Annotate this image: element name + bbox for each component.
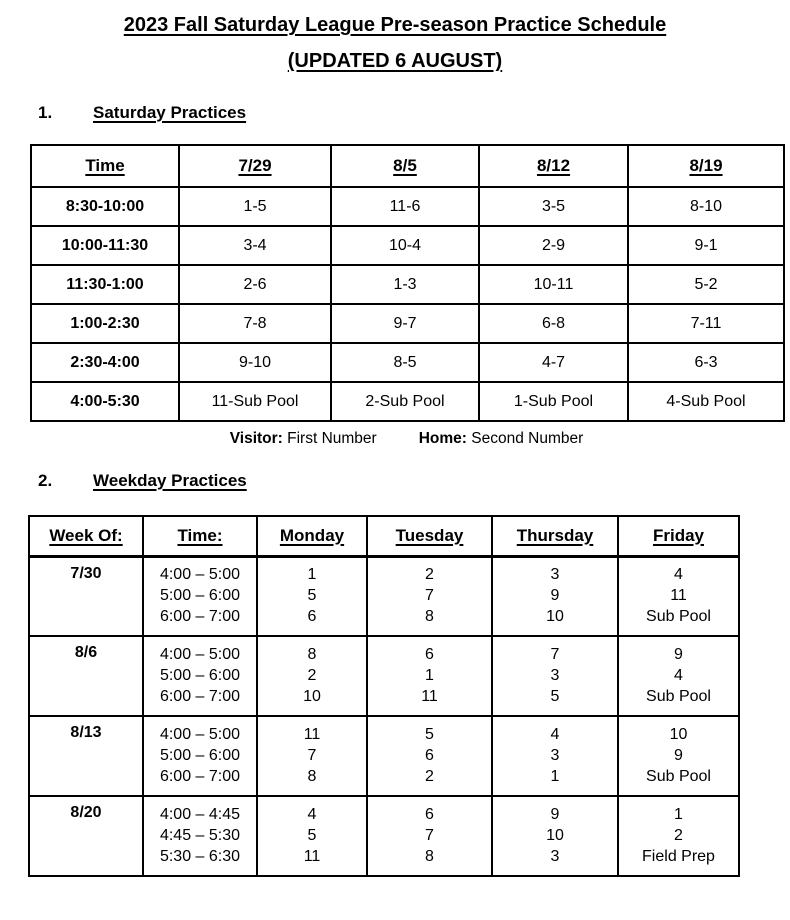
col-header-day: Friday <box>618 516 739 556</box>
time-cell: 10:00-11:30 <box>31 226 179 265</box>
time-cell: 2:30-4:00 <box>31 343 179 382</box>
team-number: 9 <box>674 746 683 764</box>
col-header-date: 8/19 <box>628 145 784 187</box>
slot-time: 5:30 – 6:30 <box>159 847 241 865</box>
document-title <box>0 0 790 76</box>
slot-time: 5:00 – 6:00 <box>159 666 241 684</box>
team-number: 11 <box>303 847 321 865</box>
week-cell: 8/13 <box>29 716 143 796</box>
matchup-cell: 9-10 <box>179 343 331 382</box>
col-header-week-of: Week Of: <box>29 516 143 556</box>
matchup-cell: 1-5 <box>179 187 331 226</box>
section-number: 2. <box>38 471 53 490</box>
section-label: Weekday Practices <box>93 471 247 490</box>
team-number: 1 <box>307 565 317 583</box>
monday-cell <box>257 796 367 876</box>
team-number: 6 <box>425 645 434 663</box>
slot-times-cell <box>143 716 257 796</box>
time-cell: 11:30-1:00 <box>31 265 179 304</box>
saturday-practices-table <box>30 144 785 422</box>
team-number: 5 <box>550 687 560 705</box>
matchup-cell: 9-1 <box>628 226 784 265</box>
team-number: 10 <box>303 687 321 705</box>
team-number: 10 <box>546 607 564 625</box>
visitor-note <box>230 429 377 449</box>
col-header-time: Time <box>31 145 179 187</box>
table-row <box>29 636 739 716</box>
team-number: 9 <box>674 645 683 663</box>
matchup-cell: 3-5 <box>479 187 628 226</box>
matchup-cell: 3-4 <box>179 226 331 265</box>
matchup-cell: 2-9 <box>479 226 628 265</box>
home-label: Home: <box>418 430 467 447</box>
team-number: 7 <box>550 645 560 663</box>
thursday-cell <box>492 716 618 796</box>
team-number: 11 <box>670 586 687 604</box>
thursday-cell <box>492 556 618 636</box>
team-number: 10 <box>669 725 688 743</box>
team-number: 5 <box>425 725 434 743</box>
matchup-cell: 2-Sub Pool <box>331 382 479 421</box>
matchup-cell: 7-11 <box>628 304 784 343</box>
team-number: 6 <box>425 746 434 764</box>
slot-time: 4:45 – 5:30 <box>159 826 241 844</box>
thursday-cell <box>492 796 618 876</box>
team-number: 10 <box>546 826 564 844</box>
slot-time: 6:00 – 7:00 <box>159 687 241 705</box>
team-number: 5 <box>307 826 317 844</box>
slot-times-cell <box>143 796 257 876</box>
team-number: 11 <box>303 725 321 743</box>
visitor-text: First Number <box>282 430 377 447</box>
home-note <box>419 429 584 449</box>
slot-time: 6:00 – 7:00 <box>159 607 241 625</box>
table-row <box>29 556 739 636</box>
monday-cell <box>257 556 367 636</box>
team-number: 3 <box>550 746 560 764</box>
visitor-label: Visitor: <box>229 430 283 447</box>
team-number: Sub Pool <box>646 607 711 625</box>
table-row <box>29 796 739 876</box>
team-number: 4 <box>307 805 317 823</box>
team-number: 2 <box>425 565 434 583</box>
matchup-cell: 6-3 <box>628 343 784 382</box>
col-header-day: Thursday <box>492 516 618 556</box>
team-number: 4 <box>550 725 560 743</box>
home-text: Second Number <box>466 430 584 447</box>
matchup-cell: 1-3 <box>331 265 479 304</box>
time-cell: 4:00-5:30 <box>31 382 179 421</box>
team-number: 7 <box>425 586 434 604</box>
matchup-cell: 5-2 <box>628 265 784 304</box>
col-header-date: 8/5 <box>331 145 479 187</box>
time-cell: 8:30-10:00 <box>31 187 179 226</box>
slot-time: 4:00 – 5:00 <box>159 565 241 583</box>
table-row <box>31 304 784 343</box>
matchup-cell: 10-4 <box>331 226 479 265</box>
tuesday-cell <box>367 716 492 796</box>
table-row <box>31 226 784 265</box>
col-header-day: Monday <box>257 516 367 556</box>
team-number: 5 <box>307 586 317 604</box>
team-number: 4 <box>674 565 683 583</box>
table-row <box>31 382 784 421</box>
slot-time: 6:00 – 7:00 <box>159 767 241 785</box>
weekday-header-row <box>29 516 739 556</box>
matchup-cell: 4-7 <box>479 343 628 382</box>
matchup-cell: 11-Sub Pool <box>179 382 331 421</box>
table-row <box>31 187 784 226</box>
slot-times-cell <box>143 636 257 716</box>
weekday-practices-table <box>28 515 740 877</box>
slot-time: 4:00 – 4:45 <box>159 805 241 823</box>
table-row <box>29 716 739 796</box>
friday-cell <box>618 556 739 636</box>
title-line-1: 2023 Fall Saturday League Pre-season Practice Schedule <box>123 14 667 36</box>
tuesday-cell <box>367 556 492 636</box>
matchup-cell: 1-Sub Pool <box>479 382 628 421</box>
slot-time: 5:00 – 6:00 <box>159 586 241 604</box>
legend-note <box>30 429 783 449</box>
col-header-time: Time: <box>143 516 257 556</box>
team-number: 1 <box>550 767 560 785</box>
matchup-cell: 8-10 <box>628 187 784 226</box>
monday-cell <box>257 716 367 796</box>
table-row <box>31 265 784 304</box>
team-number: 8 <box>307 767 317 785</box>
team-number: 3 <box>550 565 560 583</box>
table-row <box>31 343 784 382</box>
team-number: 11 <box>421 687 438 705</box>
time-cell: 1:00-2:30 <box>31 304 179 343</box>
section-heading-saturday <box>0 102 790 124</box>
slot-time: 4:00 – 5:00 <box>159 645 241 663</box>
friday-cell <box>618 796 739 876</box>
team-number: 3 <box>550 847 560 865</box>
tuesday-cell <box>367 796 492 876</box>
matchup-cell: 7-8 <box>179 304 331 343</box>
team-number: 2 <box>674 826 683 844</box>
section-label: Saturday Practices <box>93 103 247 122</box>
team-number: 1 <box>674 805 683 823</box>
matchup-cell: 8-5 <box>331 343 479 382</box>
col-header-day: Tuesday <box>367 516 492 556</box>
friday-cell <box>618 636 739 716</box>
col-header-date: 8/12 <box>479 145 628 187</box>
slot-time: 5:00 – 6:00 <box>159 746 241 764</box>
team-number: 6 <box>425 805 434 823</box>
matchup-cell: 9-7 <box>331 304 479 343</box>
team-number: 7 <box>307 746 317 764</box>
team-number: Field Prep <box>642 847 715 865</box>
team-number: 8 <box>425 847 434 865</box>
team-number: 6 <box>307 607 317 625</box>
team-number: 4 <box>674 666 683 684</box>
team-number: 1 <box>425 666 434 684</box>
team-number: 8 <box>307 645 317 663</box>
friday-cell <box>618 716 739 796</box>
slot-times-cell <box>143 556 257 636</box>
matchup-cell: 4-Sub Pool <box>628 382 784 421</box>
slot-time: 4:00 – 5:00 <box>159 725 241 743</box>
team-number: 2 <box>307 666 317 684</box>
team-number: 7 <box>425 826 434 844</box>
team-number: Sub Pool <box>646 767 711 785</box>
team-number: Sub Pool <box>646 687 711 705</box>
matchup-cell: 2-6 <box>179 265 331 304</box>
week-cell: 8/20 <box>29 796 143 876</box>
team-number: 3 <box>550 666 560 684</box>
team-number: 8 <box>425 607 434 625</box>
team-number: 2 <box>425 767 434 785</box>
col-header-date: 7/29 <box>179 145 331 187</box>
matchup-cell: 11-6 <box>331 187 479 226</box>
monday-cell <box>257 636 367 716</box>
team-number: 9 <box>550 586 560 604</box>
matchup-cell: 6-8 <box>479 304 628 343</box>
team-number: 9 <box>550 805 560 823</box>
tuesday-cell <box>367 636 492 716</box>
title-line-2: (UPDATED 6 AUGUST) <box>287 50 503 72</box>
section-heading-weekday <box>0 470 790 492</box>
section-number: 1. <box>38 103 53 122</box>
saturday-header-row <box>31 145 784 187</box>
thursday-cell <box>492 636 618 716</box>
week-cell: 8/6 <box>29 636 143 716</box>
matchup-cell: 10-11 <box>479 265 628 304</box>
week-cell: 7/30 <box>29 556 143 636</box>
